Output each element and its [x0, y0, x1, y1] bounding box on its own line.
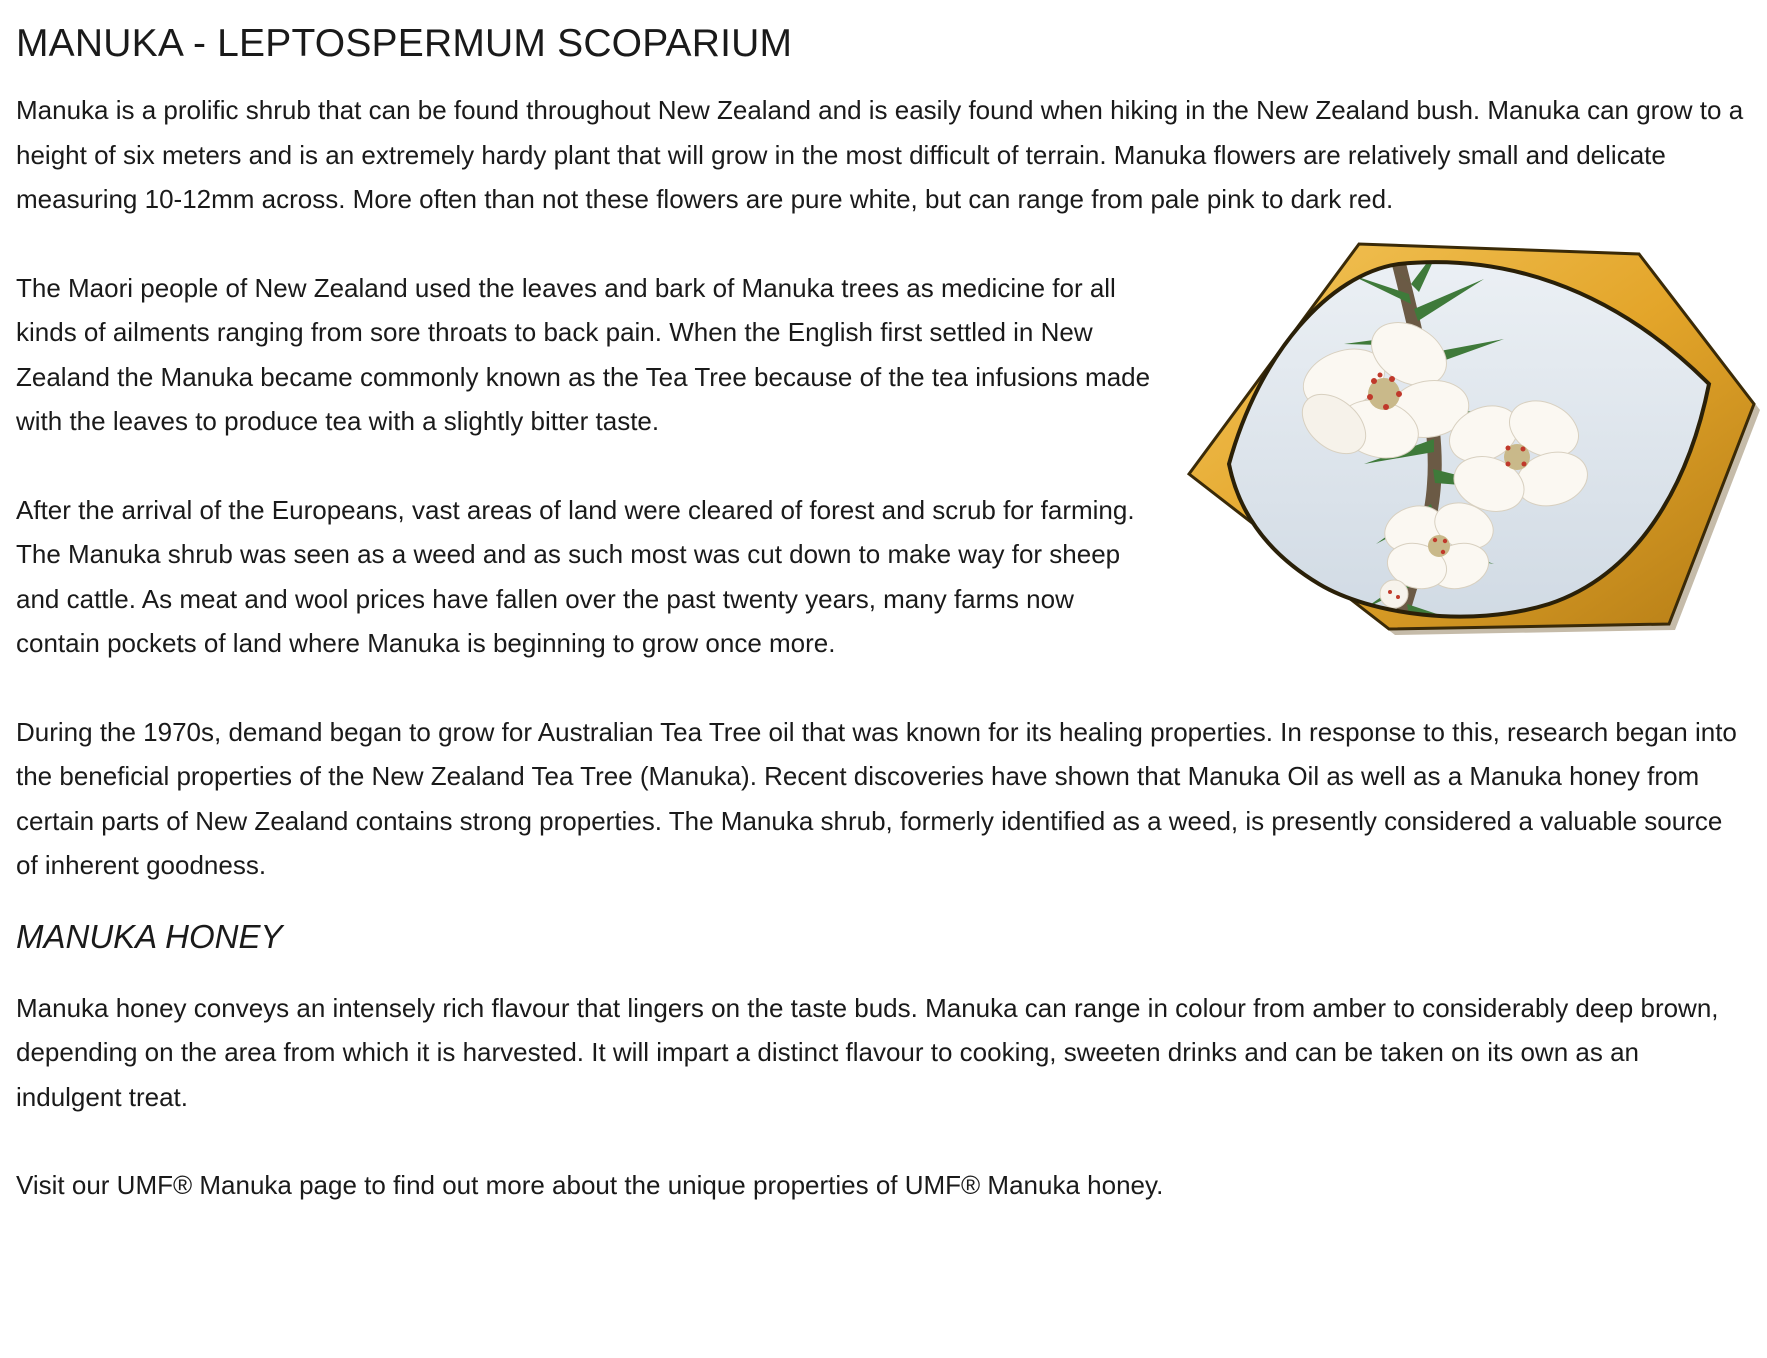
intro-paragraph: Manuka is a prolific shrub that can be found throughout New Zealand and is easily found when hiking in the New Zealand bush. Manuka can grow to a height of six meters and is an extremely hardy plant that will grow in the most difficult of terrain. Manuka flowers are relatively small and delicate measuring 10-12mm across. More often than not these flowers are pure white, but can range from pale pink to dark red. [16, 95, 1744, 214]
manuka-flower-image [1169, 224, 1767, 644]
manuka-flower-illustration [1169, 224, 1767, 644]
honey-heading: MANUKA HONEY [16, 917, 283, 955]
maori-paragraph: The Maori people of New Zealand used the leaves and bark of Manuka trees as medicine for all kinds of ailments ranging from sore throats to back pain. When the English first settled in New Zealand the Manuka became commonly known as the Tea Tree because of the tea infusions made with the leaves to produce tea with a slightly bitter taste. [16, 272, 1151, 436]
honey-paragraph: Manuka honey conveys an intensely rich flavour that lingers on the taste buds. Manuka can range in colour from amber to considerably deep brown, depending on the area from which it is harvested. It will impart a distinct flavour to cooking, sweeten drinks and can be taken on its own as an indulgent treat. [16, 992, 1719, 1112]
europeans-paragraph: After the arrival of the Europeans, vast areas of land were cleared of forest and scrub for farming. The Manuka shrub was seen as a weed and as such most was cut down to make way for sheep and cattle. As meat and wool prices have fallen over the past twenty years, many farms now contain pockets of land where Manuka is beginning to grow once more. [16, 494, 1135, 658]
visit-paragraph: Visit our UMF® Manuka page to find out more about the unique properties of UMF® Manuka honey. [16, 1170, 1164, 1200]
page-title: MANUKA - LEPTOSPERMUM SCOPARIUM [16, 22, 793, 65]
seventies-paragraph: During the 1970s, demand began to grow for Australian Tea Tree oil that was known for its healing properties. In response to this, research began into the beneficial properties of the New Zealand Tea Tree (Manuka). Recent discoveries have shown that Manuka Oil as well as a Manuka honey from certain parts of New Zealand contains strong properties. The Manuka shrub, formerly identified as a weed, is presently considered a valuable source of inherent goodness. [16, 716, 1737, 880]
